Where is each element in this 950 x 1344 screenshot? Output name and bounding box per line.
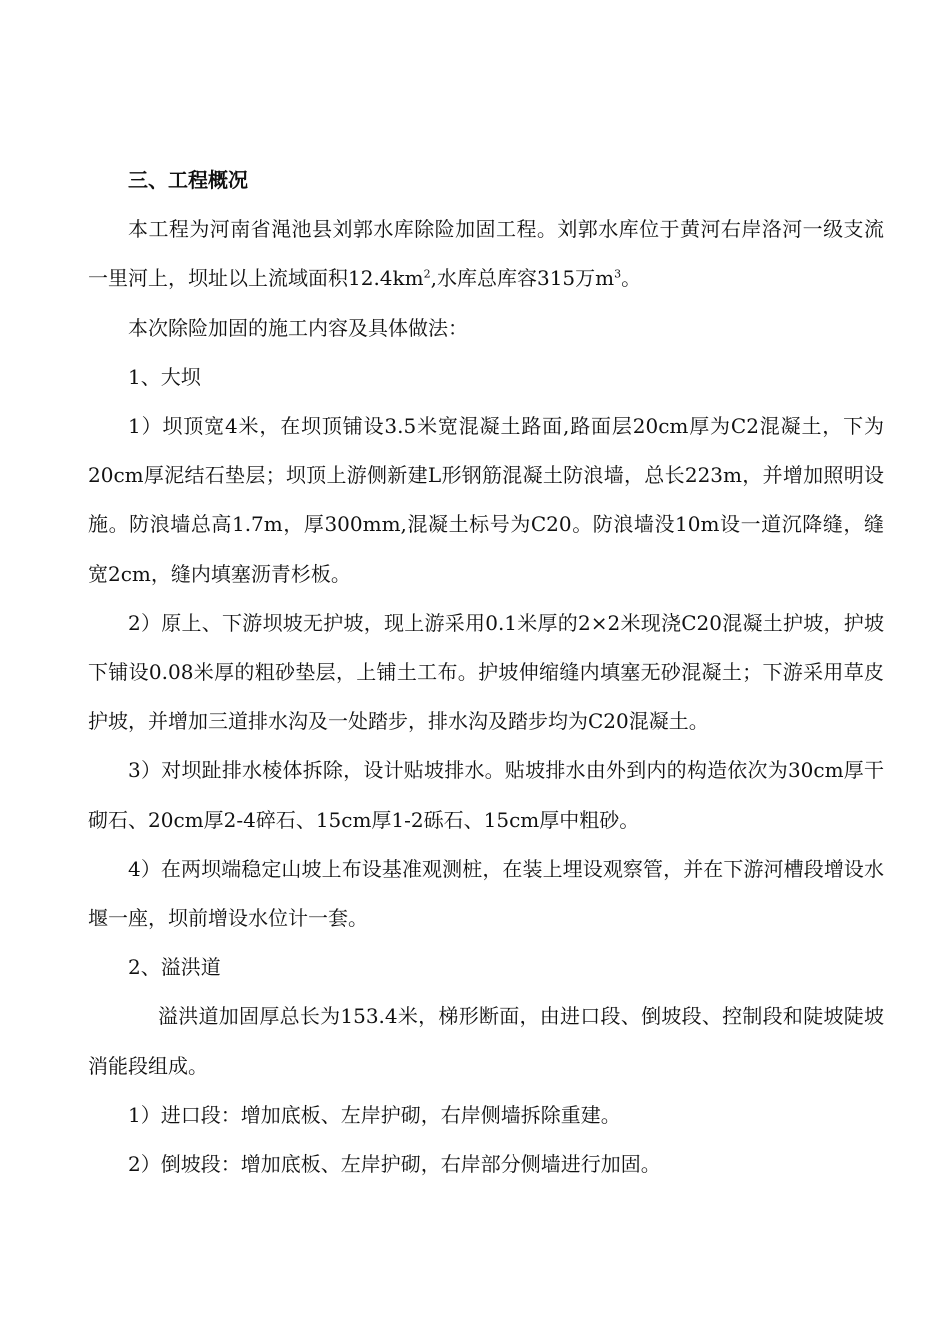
project-overview-paragraph [88,205,884,303]
spillway-item-1-paragraph: 1）进口段：增加底板、左岸护砌，右岸侧墙拆除重建。 [128,1102,621,1127]
dam-item-1-paragraph: 1）坝顶宽4米，在坝顶铺设3.5米宽混凝土路面,路面层20cm厚为C2混凝土，下为20cm厚泥结石垫层；坝顶上游侧新建L形钢筋混凝土防浪墙，总长223m，并增加照明设施。防浪墙总高1.7m，厚300mm,混凝土标号为C20。防浪墙没10m设一道沉降缝，缝宽2cm，缝内填塞沥青杉板。 [88,414,884,586]
dam-item-2-paragraph: 2）原上、下游坝坡无护坡，现上游采用0.1米厚的2×2米现浇C20混凝土护坡，护坡下铺设0.08米厚的粗砂垫层，上铺土工布。护坡伸缩缝内填塞无砂混凝土；下游采用草皮护坡，并增加三道排水沟及一处踏步，排水沟及踏步均为C20混凝土。 [88,610,884,734]
construction-intro-paragraph: 本次除险加固的施工内容及具体做法： [128,315,468,340]
overview-text-end: 。 [621,266,642,291]
dam-item-4-paragraph: 4）在两坝端稳定山坡上布设基准观测桩，在装上埋设观察管，并在下游河槽段增设水堰一座，坝前增设水位计一套。 [88,856,884,931]
dam-item-3-paragraph: 3）对坝趾排水棱体拆除，设计贴坡排水。贴坡排水由外到内的构造依次为30cm厚干砌石、20cm厚2-4碎石、15cm厚1-2砾石、15cm厚中粗砂。 [88,758,884,832]
spillway-heading: 2、溢洪道 [128,955,221,980]
section-title: 三、工程概况 [128,168,248,192]
dam-heading: 1、大坝 [128,364,201,389]
document-body [88,156,884,1189]
area-unit-superscript: 2 [423,267,431,281]
spillway-item-2-paragraph: 2）倒坡段：增加底板、左岸护砌，右岸部分侧墙进行加固。 [128,1152,661,1177]
overview-text-area: 本工程为河南省渑池县刘郭水库除险加固工程。刘郭水库位于黄河右岸洛河一级支流一里河上，坝址以上流域面积12.4km [88,217,884,291]
overview-text-volume: ,水库总库容315万m [430,266,615,291]
spillway-intro-paragraph: 溢洪道加固厚总长为153.4米，梯形断面，由进口段、倒坡段、控制段和陡坡陡坡消能段组成。 [88,1004,884,1078]
volume-unit-superscript: 3 [614,267,622,281]
